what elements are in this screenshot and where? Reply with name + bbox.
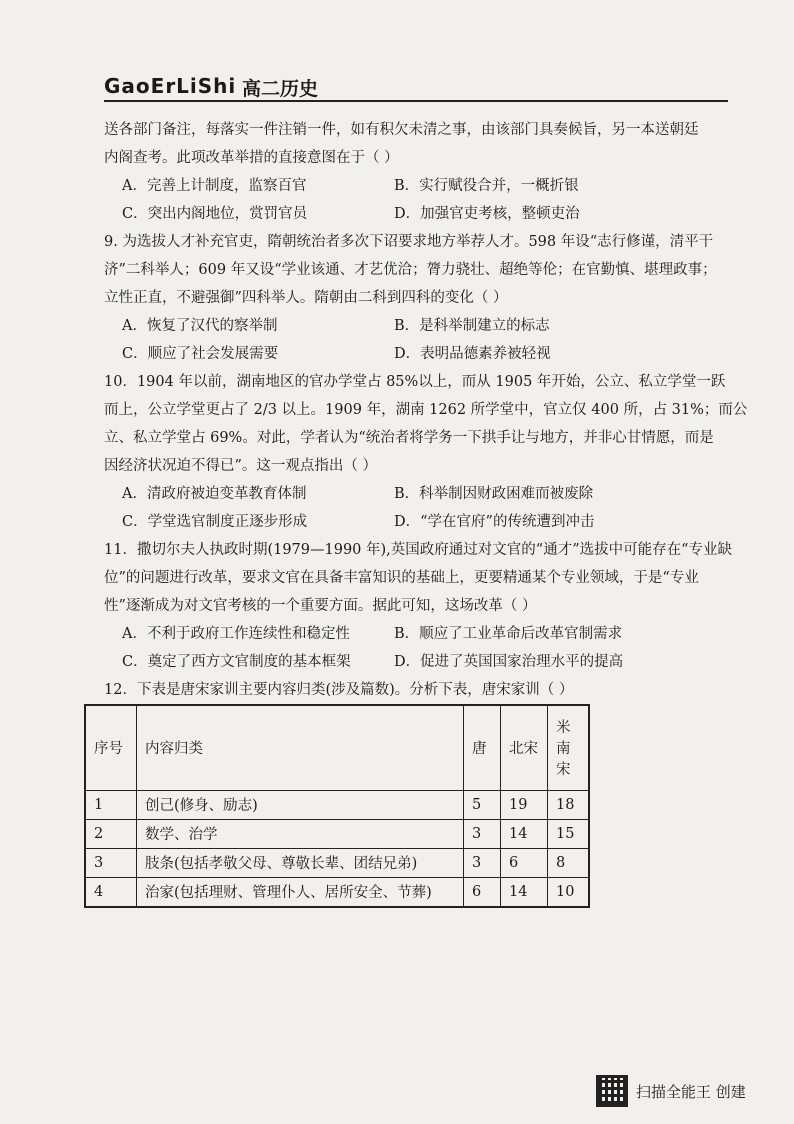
q11-option-b: B．顺应了工业革命后改革官制需求 (394, 626, 623, 642)
table-header-row (85, 705, 589, 790)
q10-option-a: A．清政府被迫变革教育体制 (122, 486, 307, 502)
q8-option-d: D．加强官吏考核，整顿吏治 (394, 206, 580, 222)
q9-line-2: 济”二科举人；609 年又设“学业该通、才艺优洽；膂力骁壮、超绝等伦；在官勤慎、堪理政事； (104, 262, 717, 278)
table-cell: 15 (548, 819, 590, 848)
table-row (85, 848, 589, 877)
q10-option-d: D．“学在官府”的传统遭到冲击 (394, 514, 595, 530)
table-cell: 6 (464, 877, 501, 907)
q10-line-1: 10．1904 年以前，湖南地区的官办学堂占 85%以上，而从 1905 年开始，公立、私立学堂一跃 (104, 374, 726, 390)
table-cell: 14 (501, 819, 548, 848)
table-cell: 肢条(包括孝敬父母、尊敬长辈、团结兄弟) (137, 848, 464, 877)
table-cell: 14 (501, 877, 548, 907)
q9-line-1: 9. 为选拔人才补充官吏，隋朝统治者多次下诏要求地方举荐人才。598 年设“志行修谨，清平干 (104, 234, 714, 250)
q11-line-2: 位”的问题进行改革，要求文官在具备丰富知识的基础上，更要精通某个专业领域，于是“专业 (104, 570, 699, 586)
header-subject: 高二历史 (242, 78, 319, 100)
q9-option-d: D．表明品德素养被轻视 (394, 346, 551, 362)
table-cell: 10 (548, 877, 590, 907)
q11-line-3: 性”逐渐成为对文官考核的一个重要方面。据此可知，这场改革（ ） (104, 598, 537, 614)
qr-code-icon (596, 1075, 628, 1107)
table-cell: 18 (548, 790, 590, 819)
q10-line-4: 因经济状况迫不得已”。这一观点指出（ ） (104, 458, 378, 474)
table-header-cell: 米南宋 (548, 705, 590, 790)
table-row (85, 790, 589, 819)
page-header (104, 74, 728, 102)
q10-line-3: 立、私立学堂占 69%。对此，学者认为“统治者将学务一下拱手让与地方，并非心甘情愿，而是 (104, 430, 714, 446)
q11-line-1: 11．撒切尔夫人执政时期(1979—1990 年),英国政府通过对文官的“通才”选拔中可能存在“专业缺 (104, 542, 733, 558)
table-cell: 4 (85, 877, 137, 907)
q8-line-2: 内阁查考。此项改革举措的直接意图在于（ ） (104, 150, 399, 166)
table-cell: 5 (464, 790, 501, 819)
table-cell: 8 (548, 848, 590, 877)
q8-option-b: B．实行赋役合并，一概折银 (394, 178, 579, 194)
table-header-cell: 序号 (85, 705, 137, 790)
table-cell: 1 (85, 790, 137, 819)
q10-line-2: 而上，公立学堂更占了 2/3 以上。1909 年，湖南 1262 所学堂中，官立仅 400 所，占 31%；而公 (104, 402, 748, 418)
table-cell: 3 (85, 848, 137, 877)
table-cell: 2 (85, 819, 137, 848)
table-cell: 数学、治学 (137, 819, 464, 848)
table-cell: 3 (464, 819, 501, 848)
table-header-cell: 唐 (464, 705, 501, 790)
table-cell: 创己(修身、励志) (137, 790, 464, 819)
scanner-watermark (596, 1073, 746, 1109)
table-cell: 6 (501, 848, 548, 877)
q8-line-1: 送各部门备注，每落实一件注销一件，如有积欠未清之事，由该部门具奏候旨，另一本送朝廷 (104, 122, 699, 138)
table-row (85, 877, 589, 907)
q11-option-d: D．促进了英国国家治理水平的提高 (394, 654, 624, 670)
watermark-text: 扫描全能王 创建 (636, 1082, 746, 1101)
q12-line-1: 12．下表是唐宋家训主要内容归类(涉及篇数)。分析下表，唐宋家训（ ） (104, 682, 574, 698)
table-cell: 19 (501, 790, 548, 819)
q8-option-a: A．完善上计制度，监察百官 (122, 178, 307, 194)
table-header-cell: 内容归类 (137, 705, 464, 790)
q9-option-a: A．恢复了汉代的察举制 (122, 318, 278, 334)
q9-option-b: B．是科举制建立的标志 (394, 318, 550, 334)
q11-option-a: A．不利于政府工作连续性和稳定性 (122, 626, 350, 642)
table-cell: 治家(包括理财、管理仆人、居所安全、节葬) (137, 877, 464, 907)
q9-line-3: 立性正直，不避强御”四科举人。隋朝由二科到四科的变化（ ） (104, 290, 508, 306)
table-row (85, 819, 589, 848)
q11-option-c: C．奠定了西方文官制度的基本框架 (122, 654, 351, 670)
q9-option-c: C．顺应了社会发展需要 (122, 346, 279, 362)
family-instruction-table (84, 704, 590, 908)
q8-option-c: C．突出内阁地位，赏罚官员 (122, 206, 308, 222)
q10-option-b: B．科举制因财政困难而被废除 (394, 486, 594, 502)
header-brand: GaoErLiShi (104, 74, 237, 98)
table-header-cell: 北宋 (501, 705, 548, 790)
q10-option-c: C．学堂选官制度正逐步形成 (122, 514, 308, 530)
table-cell: 3 (464, 848, 501, 877)
